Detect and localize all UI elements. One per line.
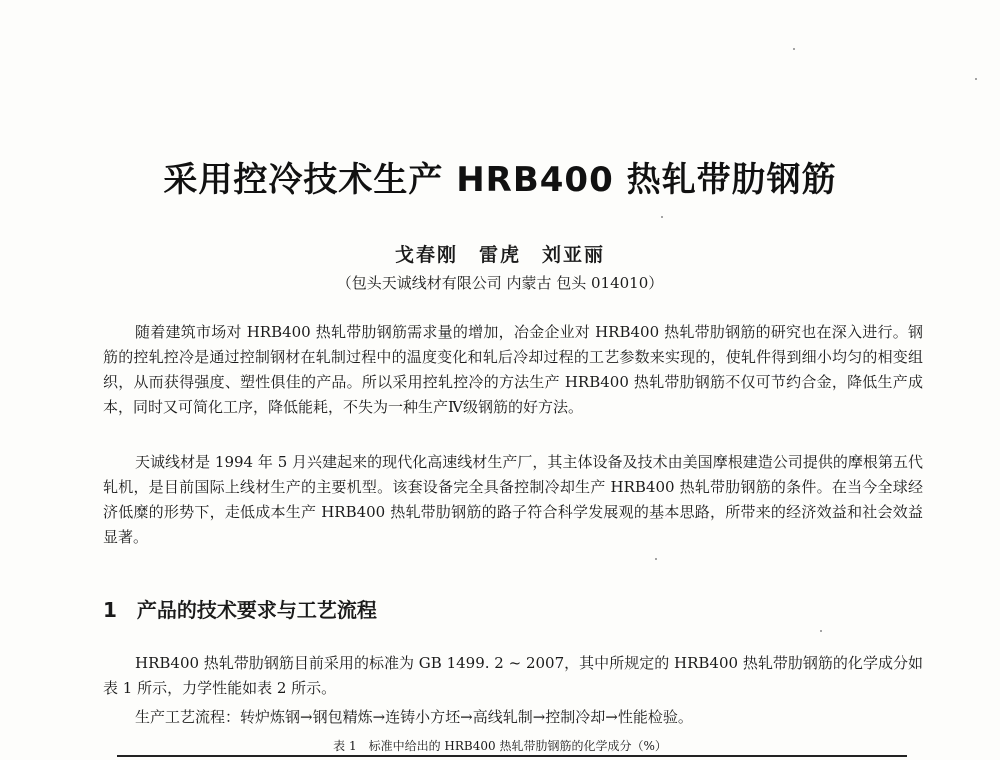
section-number: 1 bbox=[103, 598, 117, 622]
table-top-rule bbox=[117, 755, 907, 757]
table-caption: 表 1 标准中给出的 HRB400 热轧带肋钢筋的化学成分（%） bbox=[333, 739, 667, 753]
paper-title: 采用控冷技术生产 HRB400 热轧带肋钢筋 bbox=[163, 160, 837, 200]
intro-paragraph: 天诚线材是 1994 年 5 月兴建起来的现代化高速线材生产厂，其主体设备及技术由美国摩根建造公司提供的摩根第五代轧机，是目前国际上线材生产的主要机型。该套设备完全具备控制冷却生产 HRB400 热轧带肋钢筋的条件。在当今全球经济低糜的形势下，走低成本生产 HRB400 热轧带肋钢筋的路子符合科学发展观的基本思路，所带来的经济效益和社会效益显著。 bbox=[103, 453, 923, 546]
scan-speck bbox=[975, 78, 977, 80]
body-paragraph: HRB400 热轧带肋钢筋目前采用的标准为 GB 1499. 2 ~ 2007，其中所规定的 HRB400 热轧带肋钢筋的化学成分如表 1 所示，力学性能如表 2 所示。 bbox=[103, 654, 923, 697]
scan-speck bbox=[793, 48, 795, 50]
author-affiliation: （包头天诚线材有限公司 内蒙古 包头 014010） bbox=[336, 274, 664, 292]
scan-speck bbox=[655, 558, 657, 560]
section-heading bbox=[103, 594, 377, 623]
scan-speck bbox=[661, 216, 663, 218]
scan-speck bbox=[820, 630, 822, 632]
process-flow-paragraph: 生产工艺流程：转炉炼钢→钢包精炼→连铸小方坯→高线轧制→控制冷却→性能检验。 bbox=[135, 708, 693, 726]
author-list: 戈春刚 雷虎 刘亚丽 bbox=[394, 244, 605, 266]
intro-paragraph: 随着建筑市场对 HRB400 热轧带肋钢筋需求量的增加，冶金企业对 HRB400 热轧带肋钢筋的研究也在深入进行。钢筋的控轧控冷是通过控制钢材在轧制过程中的温度变化和轧后冷却过程的工艺参数来实现的，使轧件得到细小均匀的相变组织，从而获得强度、塑性俱佳的产品。所以采用控轧控冷的方法生产 HRB400 热轧带肋钢筋不仅可节约合金，降低生产成本，同时又可简化工序，降低能耗，不失为一种生产Ⅳ级钢筋的好方法。 bbox=[103, 323, 923, 416]
section-title: 产品的技术要求与工艺流程 bbox=[136, 598, 377, 622]
